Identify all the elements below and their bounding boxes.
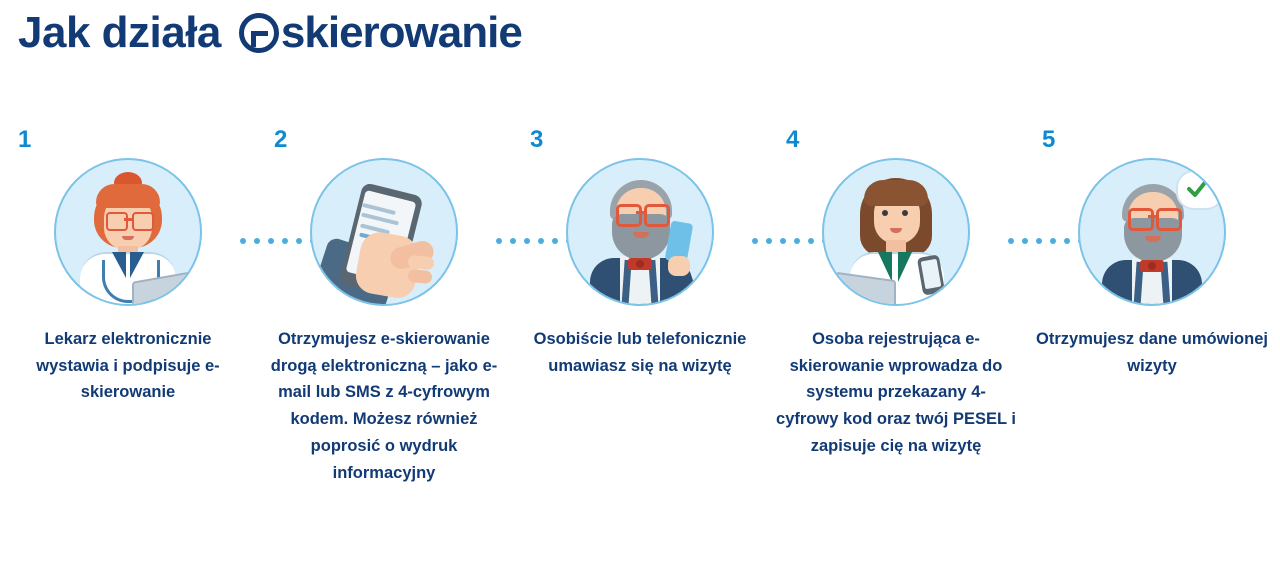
step-caption-5: Otrzymujesz dane umówionej wizyty bbox=[1036, 330, 1268, 375]
man-confirmed-icon bbox=[1078, 158, 1226, 306]
step-number-2: 2 bbox=[274, 126, 288, 153]
step-caption-4: Osoba rejestrująca e-skierowanie wprowadza do systemu przekazany 4-cyfrowy kod oraz twój PESEL i zapisuje cię na wizytę bbox=[776, 330, 1016, 455]
step-number-3: 3 bbox=[530, 126, 544, 153]
step-caption-1: Lekarz elektronicznie wystawia i podpisuje e-skierowanie bbox=[36, 330, 220, 402]
step-caption-2: Otrzymujesz e-skierowanie drogą elektroniczną – jako e-mail lub SMS z 4-cyfrowym kodem. Możesz również poprosić o wydruk informacyjny bbox=[270, 330, 498, 482]
process-steps bbox=[0, 128, 1280, 486]
step-number-5: 5 bbox=[1042, 126, 1056, 153]
brand-logo bbox=[239, 8, 522, 58]
step-1 bbox=[0, 128, 256, 406]
man-with-card-icon bbox=[566, 158, 714, 306]
step-3 bbox=[512, 128, 768, 379]
doctor-with-laptop-icon bbox=[54, 158, 202, 306]
hand-holding-phone-icon bbox=[310, 158, 458, 306]
step-caption-3: Osobiście lub telefonicznie umawiasz się na wizytę bbox=[533, 330, 747, 375]
brand-label: skierowanie bbox=[280, 8, 522, 57]
step-4 bbox=[768, 128, 1024, 460]
page-title bbox=[18, 8, 522, 58]
step-number-1: 1 bbox=[18, 126, 32, 153]
check-icon bbox=[1186, 176, 1210, 200]
step-5 bbox=[1024, 128, 1280, 379]
step-2 bbox=[256, 128, 512, 486]
registrar-woman-icon bbox=[822, 158, 970, 306]
step-number-4: 4 bbox=[786, 126, 800, 153]
title-text: Jak działa bbox=[18, 8, 221, 57]
e-circle-icon bbox=[239, 13, 279, 53]
